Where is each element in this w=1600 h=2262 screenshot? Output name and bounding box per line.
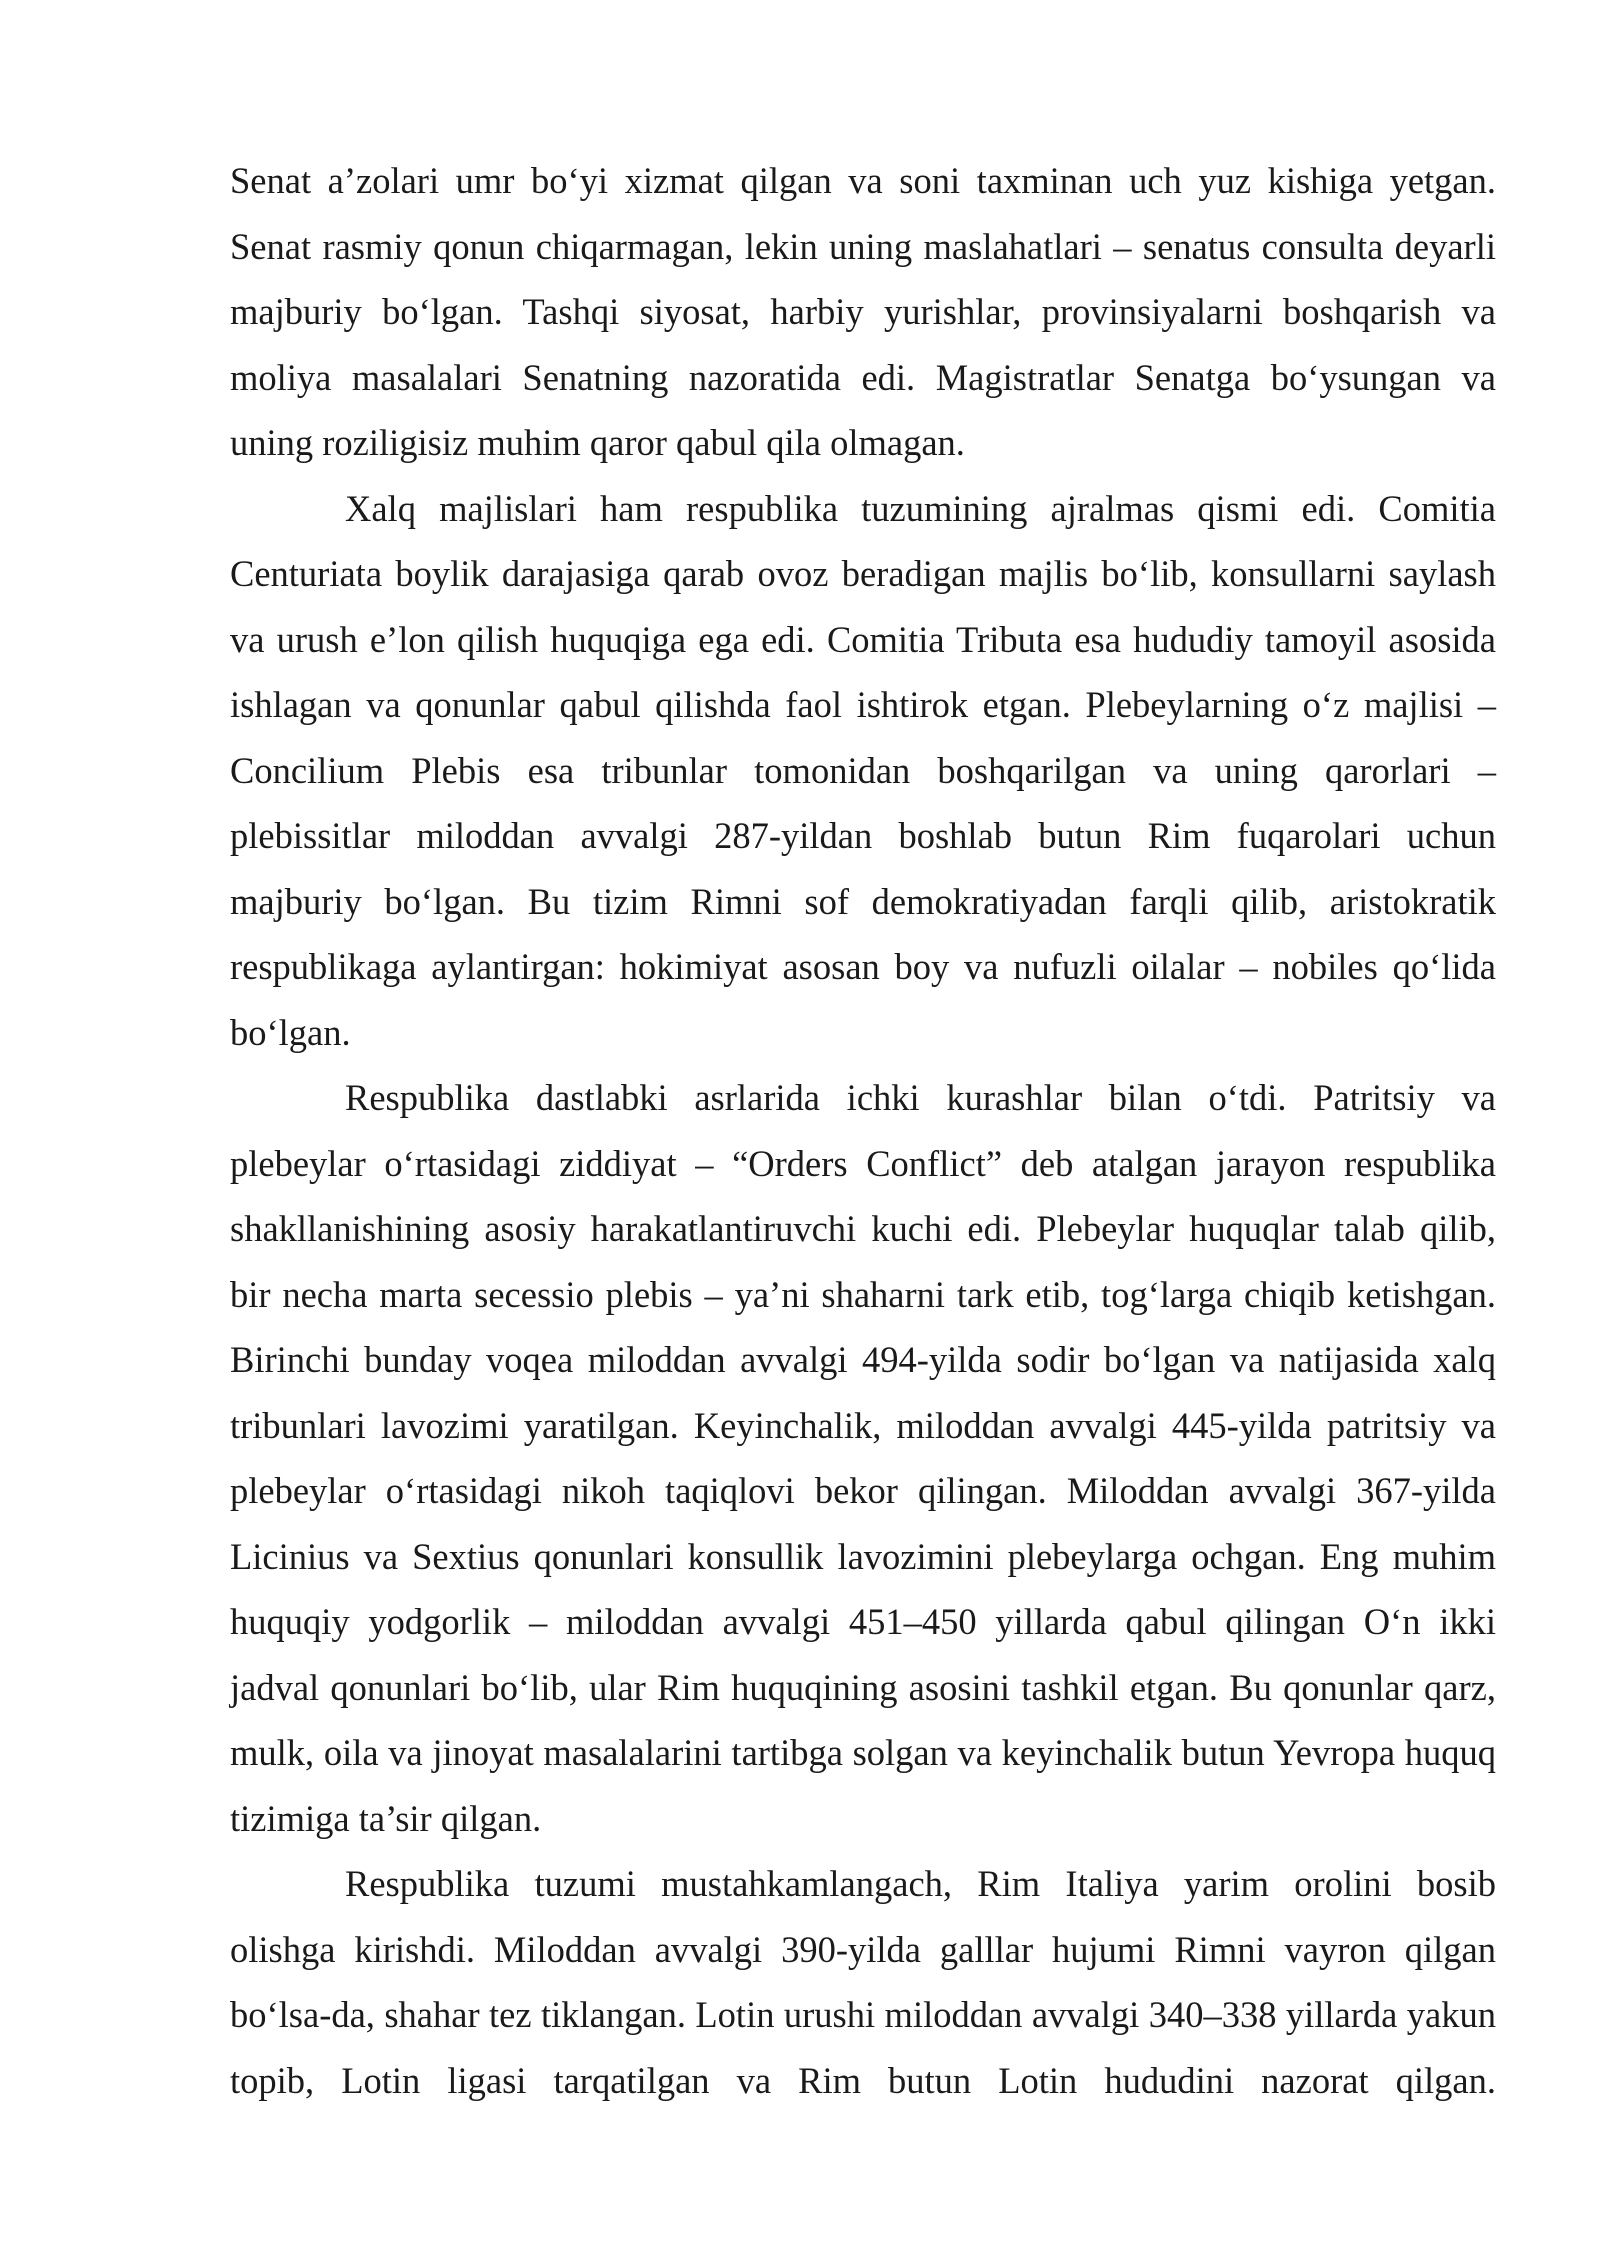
document-body [230, 148, 1496, 2113]
paragraph-italy-conquest: Respublika tuzumi mustahkamlangach, Rim Italiya yarim orolini bosib olishga kirishdi. Miloddan avvalgi 390-yilda galllar hujumi Rimni vayron qilgan bo‘lsa-da, shahar tez tiklangan. Lotin urushi miloddan avvalgi 340–338 yillarda yakun topib, Lotin ligasi tarqatilgan va Rim butun Lotin hududini nazorat qilgan. [230, 1863, 1496, 2101]
paragraph-assemblies: Xalq majlislari ham respublika tuzumining ajralmas qismi edi. Comitia Centuriata boylik darajasiga qarab ovoz beradigan majlis bo‘lib, konsullarni saylash va urush e’lon qilish huquqiga ega edi. Comitia Tributa esa hududiy tamoyil asosida ishlagan va qonunlar qabul qilishda faol ishtirok etgan. Plebeylarning o‘z majlisi – Concilium Plebis esa tribunlar tomonidan boshqarilgan va uning qarorlari – plebissitlar miloddan avvalgi 287-yildan boshlab butun Rim fuqarolari uchun majburiy bo‘lgan. Bu tizim Rimni sof demokratiyadan farqli qilib, aristokratik respublikaga aylantirgan: hokimiyat asosan boy va nufuzli oilalar – nobiles qo‘lida bo‘lgan. [230, 487, 1496, 1053]
paragraph-orders-conflict: Respublika dastlabki asrlarida ichki kurashlar bilan o‘tdi. Patritsiy va plebeylar o‘rtasidagi ziddiyat – “Orders Conflict” deb atalgan jarayon respublika shakllanishining asosiy harakatlantiruvchi kuchi edi. Plebeylar huquqlar talab qilib, bir necha marta secessio plebis – ya’ni shaharni tark etib, tog‘larga chiqib ketishgan. Birinchi bunday voqea miloddan avvalgi 494-yilda sodir bo‘lgan va natijasida xalq tribunlari lavozimi yaratilgan. Keyinchalik, miloddan avvalgi 445-yilda patritsiy va plebeylar o‘rtasidagi nikoh taqiqlovi bekor qilingan. Miloddan avvalgi 367-yilda Licinius va Sextius qonunlari konsullik lavozimini plebeylarga ochgan. Eng muhim huquqiy yodgorlik – miloddan avvalgi 451–450 yillarda qabul qilingan O‘n ikki jadval qonunlari bo‘lib, ular Rim huquqining asosini tashkil etgan. Bu qonunlar qarz, mulk, oila va jinoyat masalalarini tartibga solgan va keyinchalik butun Yevropa huquq tizimiga ta’sir qilgan. [230, 1077, 1496, 1839]
paragraph-senate: Senat a’zolari umr bo‘yi xizmat qilgan va soni taxminan uch yuz kishiga yetgan. Senat rasmiy qonun chiqarmagan, lekin uning maslahatlari – senatus consulta deyarli majburiy bo‘lgan. Tashqi siyosat, harbiy yurishlar, provinsiyalarni boshqarish va moliya masalalari Senatning nazoratida edi. Magistratlar Senatga bo‘ysungan va uning roziligisiz muhim qaror qabul qila olmagan. [230, 160, 1496, 463]
